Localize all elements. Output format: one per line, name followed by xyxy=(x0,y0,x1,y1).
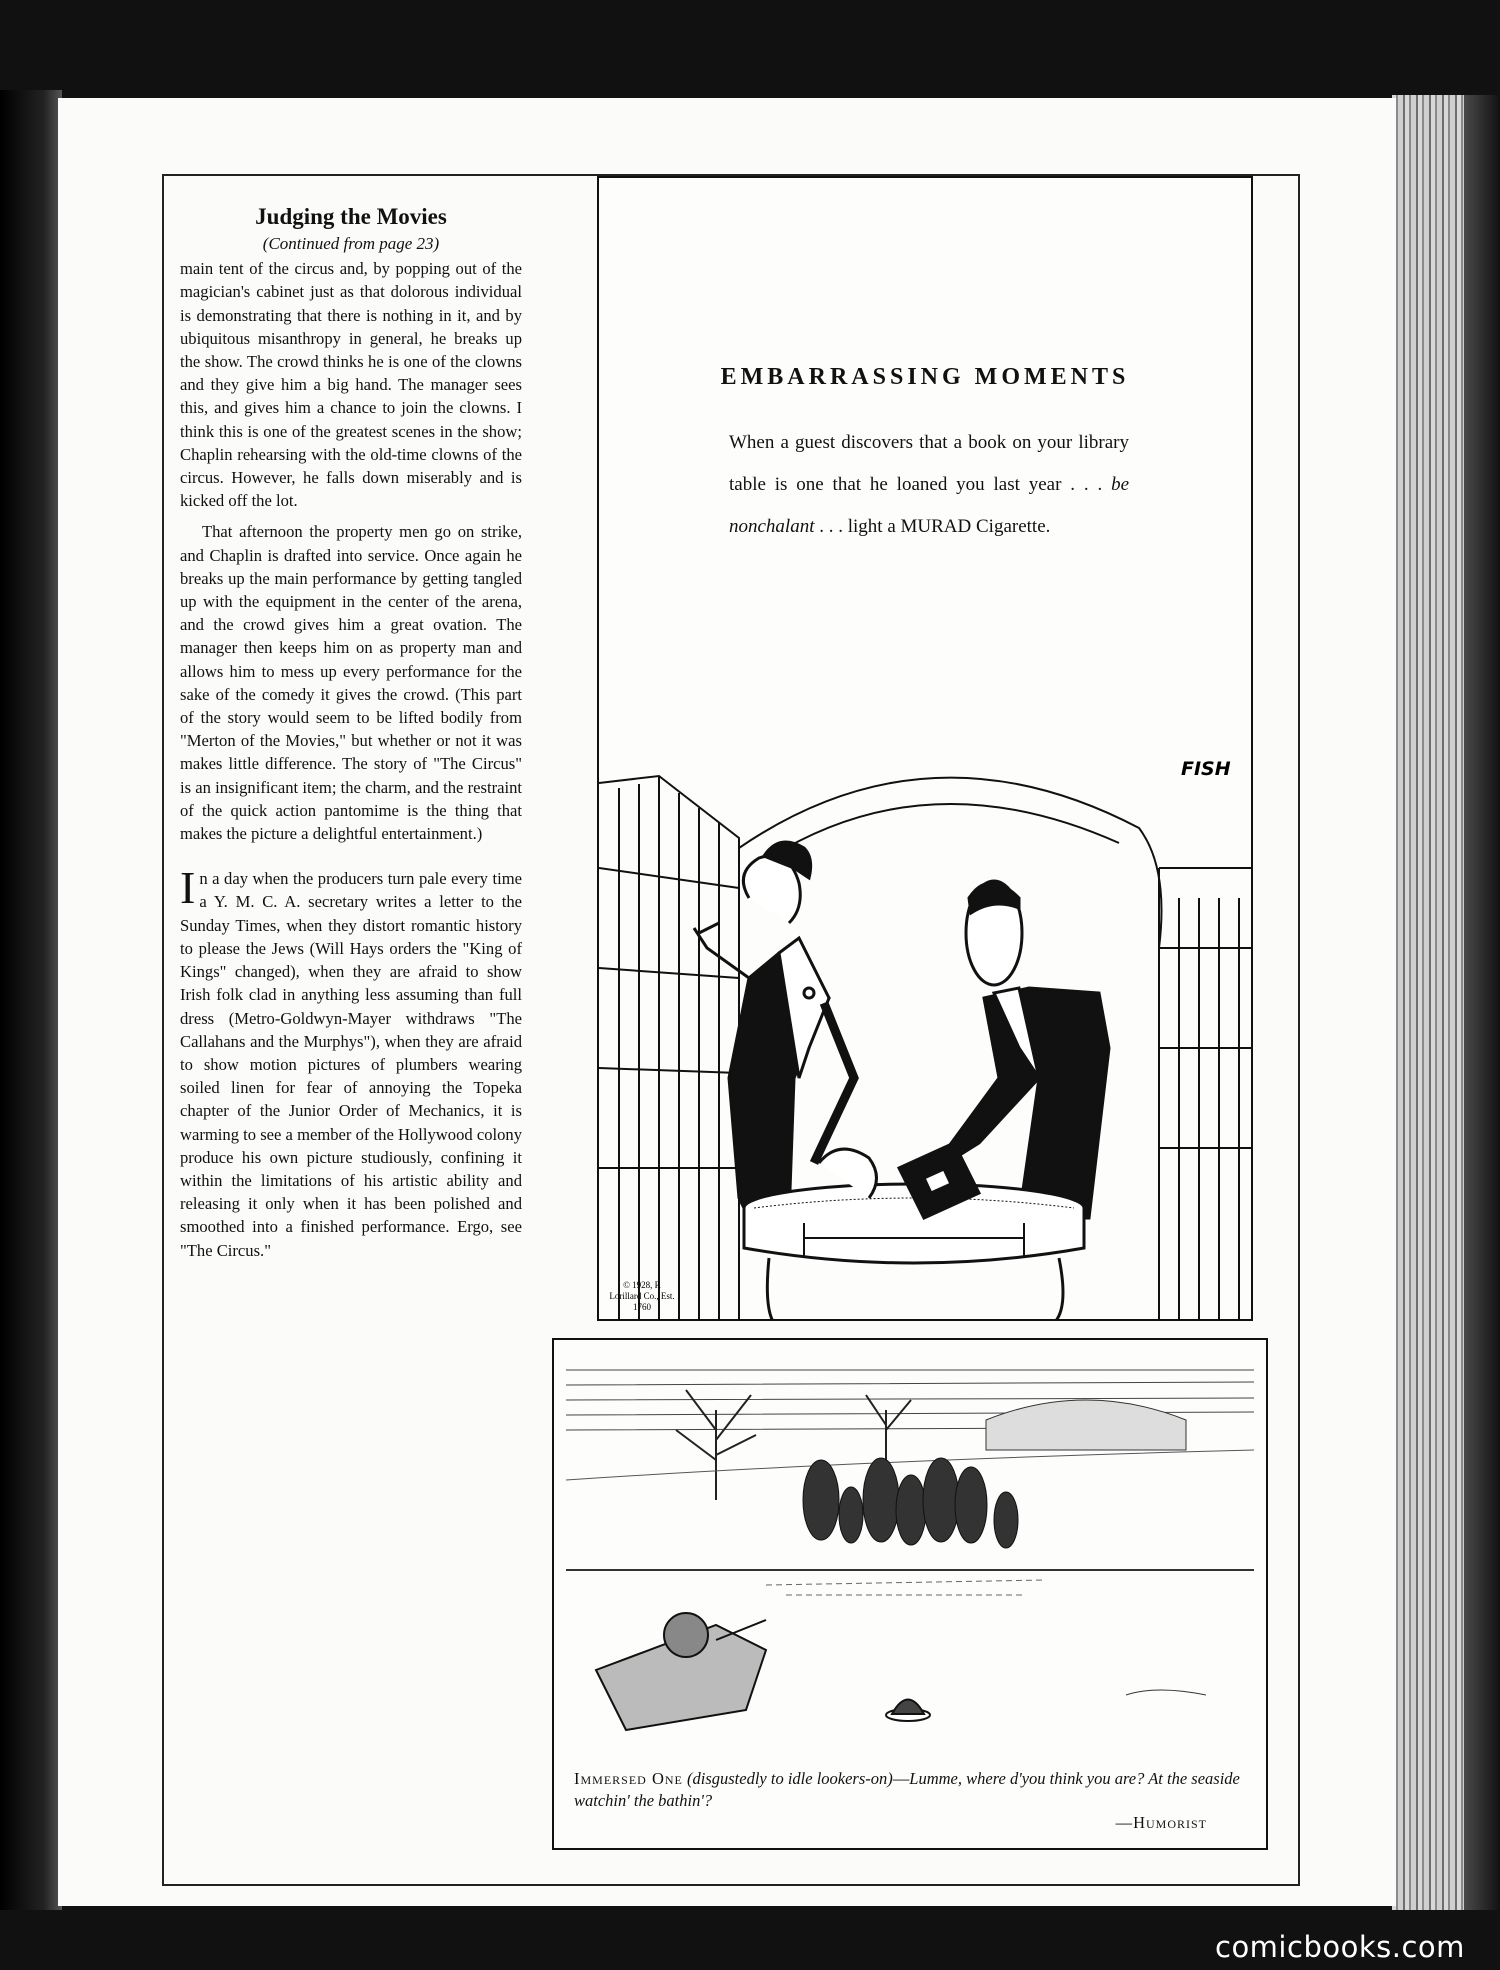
ad-illustration xyxy=(599,748,1253,1321)
ad-copy xyxy=(729,422,1134,548)
ad-copy-italic: be nonchalant xyxy=(729,474,1129,537)
winter-pond-cartoon xyxy=(566,1350,1254,1750)
article-paragraph-3: In a day when the producers turn pale every time a Y. M. C. A. secretary writes a letter to the Sunday Times, when they distort romantic history to please the Jews (Will Hays orders the "King of Kings" changed), when they are afraid to show Irish folk clad in anything less assuming than full dress (Metro-Goldwyn-Mayer withdraws "The Callahans and the Murphys"), when they are afraid to show motion pictures of plumbers wearing soiled linen for fear of annoying the Topeka chapter of the Junior Order of Mechanics, it is warming to see a member of the Hollywood colony produce his own picture studiously, confining it within the limitations of his artistic ability and releasing it only when it has been polished and smoothed into a finished performance. Ergo, see "The Circus." xyxy=(180,862,522,1260)
artist-signature: FISH xyxy=(1181,758,1231,780)
ad-copyright: © 1928, P. Lorillard Co., Est. 1760 xyxy=(609,1280,675,1312)
caption-credit: —Humorist xyxy=(1115,1813,1207,1832)
site-watermark: comicbooks.com xyxy=(1215,1930,1465,1964)
article-title: Judging the Movies xyxy=(255,204,447,229)
murad-advertisement xyxy=(597,176,1253,1321)
cartoon-panel xyxy=(552,1338,1268,1850)
book-gutter-shadow xyxy=(0,90,62,1910)
cartoon-caption xyxy=(574,1768,1249,1834)
caption-speaker: Immersed One xyxy=(574,1769,683,1788)
caption-direction: (disgustedly to idle lookers-on) xyxy=(687,1769,893,1788)
article-column xyxy=(180,202,522,1270)
article-paragraph-2: That afternoon the property men go on strike, and Chaplin is drafted into service. Once again he breaks up the main performance by getting tangled up with the equipment in the center of the arena, and the crowd gives him a great ovation. The manager then keeps him on as property man and allows him to mess up every performance for the sake of the comedy it gives the crowd. (This part of the story would seem to be lifted bodily from "Merton of the Movies," but whether or not it was makes little difference. The story of "The Circus" is an insignificant item; the charm, and the restraint of the quick action pantomime is the thing that makes the picture a delightful entertainment.) xyxy=(180,522,522,844)
ad-copy-part-2: . . . light a MURAD Cigarette. xyxy=(814,516,1051,537)
ad-headline: EMBARRASSING MOMENTS xyxy=(720,364,1130,390)
continued-note: (Continued from page 23) xyxy=(262,234,440,253)
book-page-edges xyxy=(1392,95,1500,1910)
caption-quote: Lumme, where d'you think you are? At the seaside watchin' the bathin'? xyxy=(574,1769,1240,1810)
ad-copy-part-1: When a guest discovers that a book on your library table is one that he loaned you last year . . . xyxy=(729,432,1134,495)
article-paragraph-1: main tent of the circus and, by popping out of the magician's cabinet just as that dolorous individual is demonstrating that there is nothing in it, and by ubiquitous misanthropy in general, he breaks up the show. The crowd thinks he is one of the clowns and they give him a big hand. The manager sees this, and gives him a chance to join the clowns. I think this is one of the greatest scenes in the show; Chaplin rehearsing with the old-time clowns of the circus. However, he falls down miserably and is kicked off the lot. xyxy=(180,259,522,511)
caption-dash: — xyxy=(892,1769,910,1788)
